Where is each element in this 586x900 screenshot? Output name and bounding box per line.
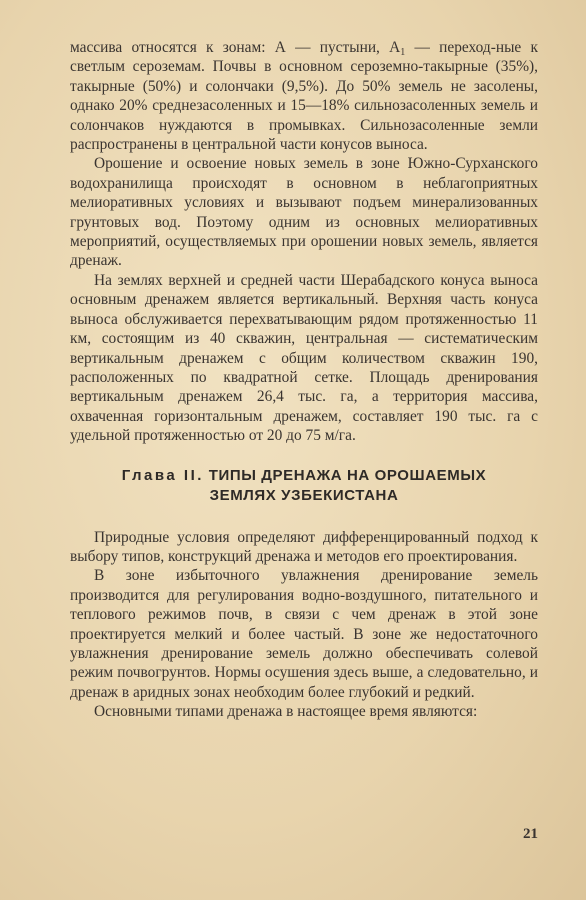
paragraph-1 (70, 38, 538, 154)
zone-subscript: 1 (400, 47, 406, 58)
text-block-bottom (70, 528, 538, 722)
paragraph-2: Орошение и освоение новых земель в зоне Южно-Сурханского водохранилища происходят в основном в неблагоприятных мелиоративных условиях и вызывают подъем минерализованных грунтовых вод. Поэтому одним из основных мелиоративных мероприятий, осуществляемых при орошении новых земель, является дренаж. (70, 155, 538, 270)
text-block-top (70, 38, 538, 446)
chapter-label: Глава II. (121, 466, 204, 484)
chapter-title-line-2: ЗЕМЛЯХ УЗБЕКИСТАНА (209, 486, 399, 504)
page-number: 21 (523, 826, 538, 842)
chapter-heading (70, 466, 538, 506)
chapter-title-line-1: ТИПЫ ДРЕНАЖА НА ОРОШАЕМЫХ (208, 466, 487, 484)
paragraph-6: Основными типами дренажа в настоящее время являются: (94, 703, 478, 721)
page-content (70, 38, 538, 722)
paragraph-4: Природные условия определяют дифференцированный подход к выбору типов, конструкций дренажа и методов его проектирования. (70, 528, 538, 565)
paragraph-5: В зоне избыточного увлажнения дренирование земель производится для регулирования водно-воздушного, питательного и теплового режимов почв, в связи с чем дренаж в этой зоне проектируется мелкий и более частый. В зоне же недостаточного увлажнения дренирование земель должно обеспечивать солевой режим почвогрунтов. Нормы осушения здесь выше, а следовательно, и дренаж в аридных зонах необходим более глубокий и редкий. (70, 567, 538, 701)
paragraph-1-part-a: массива относятся к зонам: А — пустыни, А (70, 39, 401, 56)
paragraph-1-part-b: — переход-ные к светлым сероземам. Почвы в основном сероземно-такырные (35%), такырные (50%) и солончаки (9,5%). До 50% земель не засолены, однако 20% среднезасоленных и 15—18% сильнозасоленных земель и солончаков нуждаются в промывках. Сильнозасоленные земли распространены в центральной части конусов выноса. (70, 39, 538, 154)
paragraph-3: На землях верхней и средней части Шерабадского конуса выноса основным дренажем является вертикальный. Верхняя часть конуса выноса обслуживается перехватывающим рядом протяженностью 11 км, состоящим из 40 скважин, центральная — систематическим вертикальным дренажем с общим количеством скважин 190, расположенных по квадратной сетке. Площадь дренирования вертикальным дренажем 26,4 тыс. га, а территория массива, охваченная горизонтальным дренажем, составляет 190 тыс. га с удельной протяженностью от 20 до 75 м/га. (70, 271, 538, 445)
